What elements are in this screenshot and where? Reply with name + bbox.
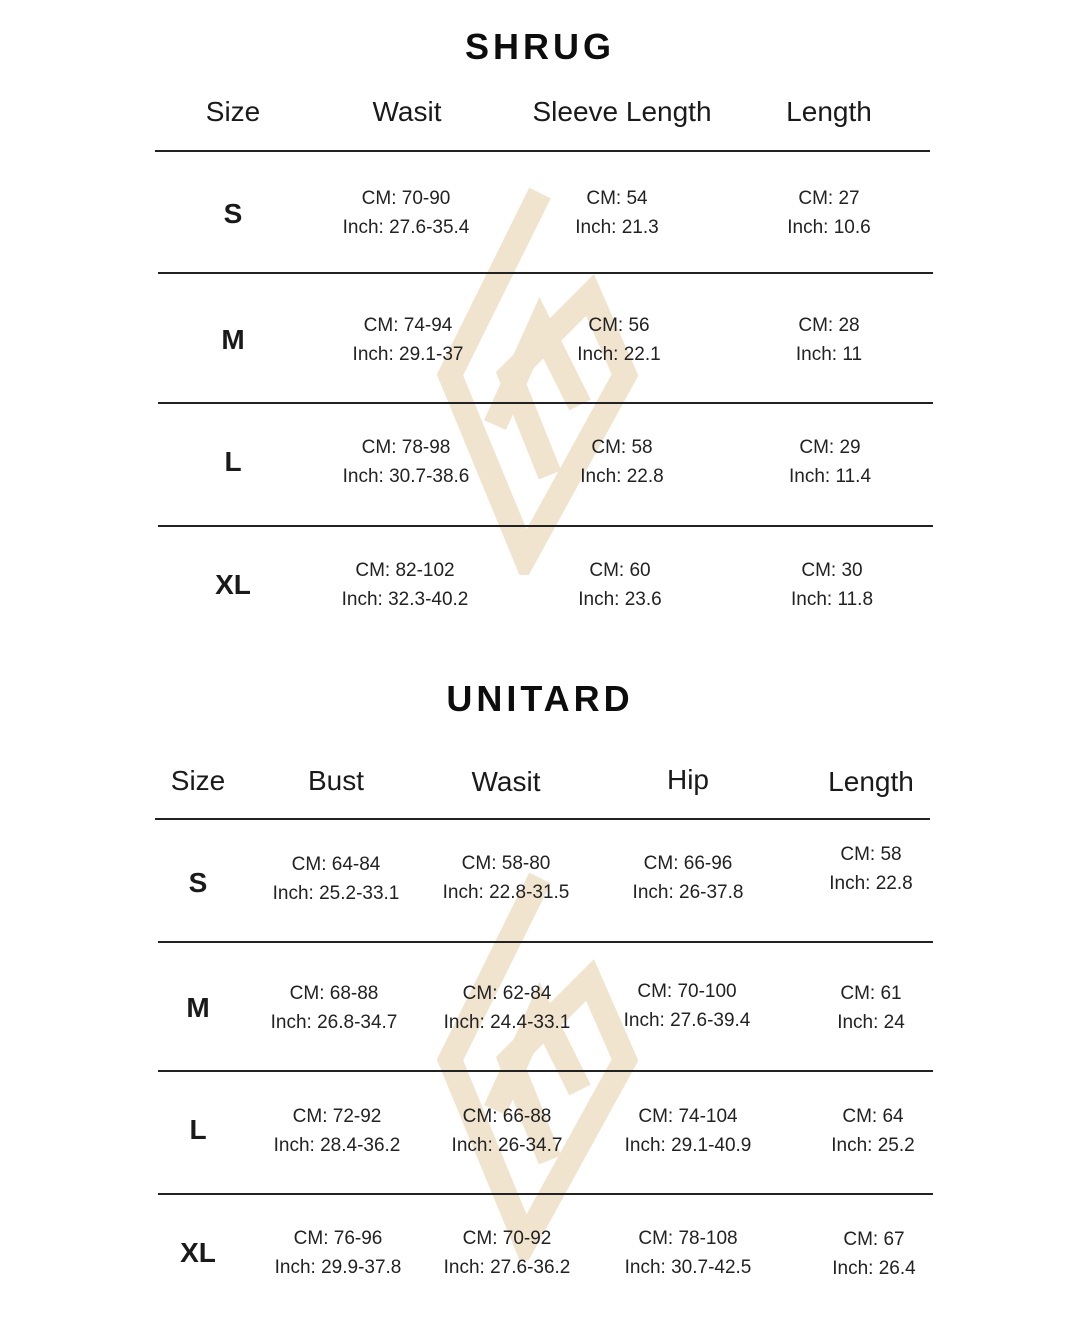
measurement-cell: CM: 28 Inch: 11 <box>795 315 863 365</box>
shrug-header-sleeve-length: Sleeve Length <box>532 96 712 127</box>
measurement-cell: CM: 64-84 Inch: 25.2-33.1 <box>272 854 400 904</box>
measurement-cell: CM: 70-92 Inch: 27.6-36.2 <box>443 1228 571 1278</box>
measurement-cell: CM: 61 Inch: 24 <box>837 983 905 1033</box>
shrug-header-size: Size <box>205 96 261 127</box>
measurement-cell: CM: 60 Inch: 23.6 <box>578 560 662 610</box>
size-label: L <box>224 446 242 477</box>
measurement-cell: CM: 67 Inch: 26.4 <box>832 1229 916 1279</box>
size-label: S <box>223 198 243 229</box>
measurement-cell: CM: 66-88 Inch: 26-34.7 <box>451 1106 563 1156</box>
measurement-cell: CM: 58 Inch: 22.8 <box>580 437 664 487</box>
measurement-cell: CM: 68-88 Inch: 26.8-34.7 <box>270 983 398 1033</box>
row-divider <box>158 1070 933 1072</box>
unitard-header-hip: Hip <box>666 764 710 795</box>
measurement-cell: CM: 76-96 Inch: 29.9-37.8 <box>274 1228 402 1278</box>
measurement-cell: CM: 70-100 Inch: 27.6-39.4 <box>623 981 751 1031</box>
unitard-header-length: Length <box>828 766 914 797</box>
size-label: XL <box>180 1237 216 1268</box>
unitard-title: UNITARD <box>446 678 634 719</box>
measurement-cell: CM: 78-108 Inch: 30.7-42.5 <box>624 1228 752 1278</box>
row-divider <box>158 402 933 404</box>
measurement-cell: CM: 66-96 Inch: 26-37.8 <box>632 853 744 903</box>
size-label: M <box>221 324 245 355</box>
size-label: M <box>186 992 210 1023</box>
unitard-header-size: Size <box>170 765 226 796</box>
measurement-cell: CM: 74-104 Inch: 29.1-40.9 <box>624 1106 752 1156</box>
measurement-cell: CM: 74-94 Inch: 29.1-37 <box>352 315 464 365</box>
measurement-cell: CM: 72-92 Inch: 28.4-36.2 <box>273 1106 401 1156</box>
measurement-cell: CM: 62-84 Inch: 24.4-33.1 <box>443 983 571 1033</box>
measurement-cell: CM: 70-90 Inch: 27.6-35.4 <box>342 188 470 238</box>
measurement-cell: CM: 82-102 Inch: 32.3-40.2 <box>341 560 469 610</box>
row-divider <box>158 525 933 527</box>
size-label: L <box>189 1114 207 1145</box>
row-divider <box>158 941 933 943</box>
measurement-cell: CM: 78-98 Inch: 30.7-38.6 <box>342 437 470 487</box>
measurement-cell: CM: 29 Inch: 11.4 <box>788 437 872 487</box>
measurement-cell: CM: 54 Inch: 21.3 <box>575 188 659 238</box>
shrug-header-wasit: Wasit <box>372 96 442 127</box>
unitard-header-wasit: Wasit <box>471 766 541 797</box>
shrug-header-length: Length <box>786 96 872 127</box>
measurement-cell: CM: 58 Inch: 22.8 <box>829 844 913 894</box>
unitard-header-bust: Bust <box>307 765 365 796</box>
row-divider <box>158 272 933 274</box>
unitard-header-divider <box>155 818 930 820</box>
row-divider <box>158 1193 933 1195</box>
measurement-cell: CM: 58-80 Inch: 22.8-31.5 <box>442 853 570 903</box>
measurement-cell: CM: 56 Inch: 22.1 <box>577 315 661 365</box>
size-label: S <box>188 867 208 898</box>
shrug-title: SHRUG <box>464 26 615 67</box>
shrug-header-divider <box>155 150 930 152</box>
measurement-cell: CM: 27 Inch: 10.6 <box>787 188 871 238</box>
brand-logo-watermark-icon <box>430 860 650 1260</box>
measurement-cell: CM: 64 Inch: 25.2 <box>831 1106 915 1156</box>
measurement-cell: CM: 30 Inch: 11.8 <box>790 560 874 610</box>
size-label: XL <box>215 569 251 600</box>
